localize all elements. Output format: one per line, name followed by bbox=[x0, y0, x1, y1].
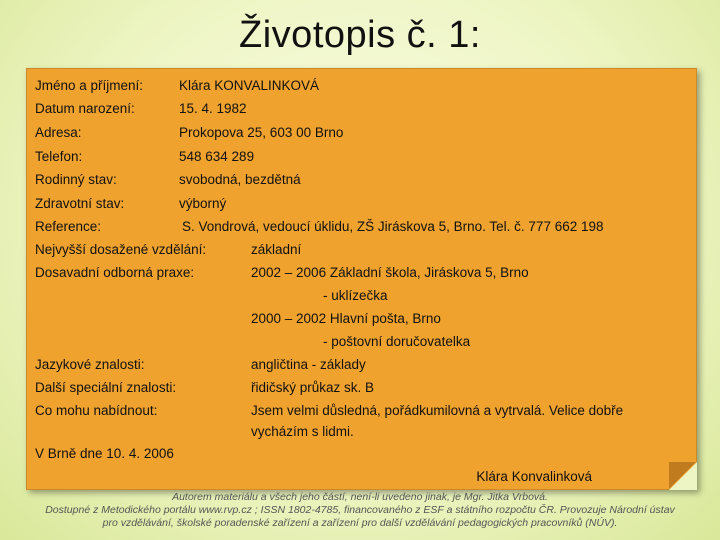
reference-label: Reference: bbox=[35, 219, 102, 234]
other-skills-label: Další speciální znalosti: bbox=[35, 380, 177, 395]
footer-credits bbox=[0, 491, 720, 530]
name-label: Jméno a příjmení: bbox=[35, 78, 144, 93]
name-value: Klára KONVALINKOVÁ bbox=[179, 78, 320, 93]
address-label: Adresa: bbox=[35, 125, 82, 140]
job2-role: - poštovní doručovatelka bbox=[323, 334, 471, 349]
job2-period: 2000 – 2002 Hlavní pošta, Brno bbox=[251, 311, 441, 326]
place-date: V Brně dne 10. 4. 2006 bbox=[35, 446, 174, 461]
page-curl-corner bbox=[669, 462, 697, 490]
phone-value: 548 634 289 bbox=[179, 149, 255, 164]
footer-line-2: Dostupné z Metodického portálu www.rvp.cz ; ISSN 1802-4785, financovaného z ESF a státního rozpočtu ČR. Provozuje Národní ústav bbox=[45, 504, 675, 516]
languages-value: angličtina - základy bbox=[251, 357, 366, 372]
job1-period: 2002 – 2006 Základní škola, Jiráskova 5, Brno bbox=[251, 265, 529, 280]
languages-label: Jazykové znalosti: bbox=[35, 357, 145, 372]
reference-value: S. Vondrová, vedoucí úklidu, ZŠ Jiráskova 5, Brno. Tel. č. 777 662 198 bbox=[182, 219, 604, 234]
job1-role: - uklízečka bbox=[323, 288, 388, 303]
footer-line-3: pro vzdělávání, školské poradenské zařízení a zařízení pro další vzdělávání pedagogických pracovníků (NÚV). bbox=[102, 517, 618, 529]
footer-line-1: Autorem materiálu a všech jeho částí, není-li uvedeno jinak, je Mgr. Jitka Vrbová. bbox=[172, 491, 548, 503]
page-title: Životopis č. 1: bbox=[239, 14, 481, 56]
phone-label: Telefon: bbox=[35, 149, 83, 164]
offer-value: Jsem velmi důsledná, pořádkumilovná a vytrvalá. Velice dobře vycházím s lidmi. bbox=[251, 403, 624, 439]
signature: Klára Konvalinková bbox=[476, 469, 592, 484]
other-skills-value: řidičský průkaz sk. B bbox=[251, 380, 375, 395]
experience-label: Dosavadní odborná praxe: bbox=[35, 265, 195, 280]
offer-label: Co mohu nabídnout: bbox=[35, 403, 158, 418]
birthdate-value: 15. 4. 1982 bbox=[179, 101, 247, 116]
resume-card bbox=[26, 68, 697, 490]
marital-status-value: svobodná, bezdětná bbox=[179, 172, 301, 187]
health-value: výborný bbox=[179, 196, 227, 211]
health-label: Zdravotní stav: bbox=[35, 196, 125, 211]
birthdate-label: Datum narození: bbox=[35, 101, 135, 116]
marital-status-label: Rodinný stav: bbox=[35, 172, 117, 187]
education-value: základní bbox=[251, 242, 302, 257]
address-value: Prokopova 25, 603 00 Brno bbox=[179, 125, 344, 140]
education-label: Nejvyšší dosažené vzdělání: bbox=[35, 242, 207, 257]
